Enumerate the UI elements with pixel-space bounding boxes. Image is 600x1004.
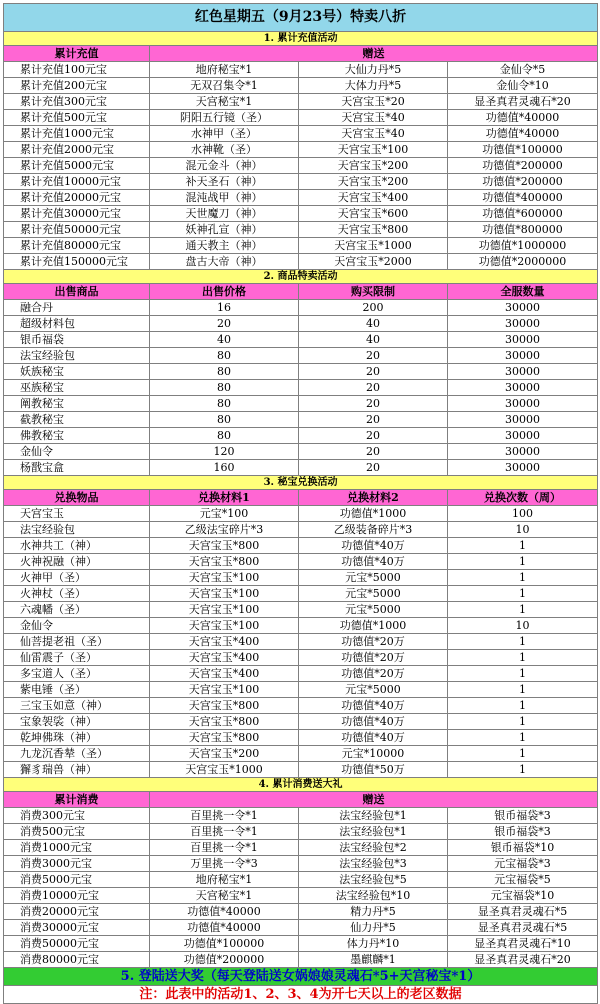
- table-row: [4, 332, 598, 348]
- table-cell: 功德值*40000: [150, 920, 299, 936]
- table-cell: 元宝福袋*3: [448, 856, 598, 872]
- section-2-rows: [4, 300, 598, 476]
- table-cell: 消费30000元宝: [4, 920, 150, 936]
- table-cell: 火神甲（圣）: [4, 570, 150, 586]
- table-cell: 水神甲（圣）: [150, 126, 299, 142]
- table-cell: 累计充值2000元宝: [4, 142, 150, 158]
- table-cell: 天宫宝玉*100: [150, 570, 299, 586]
- table-cell: 消费10000元宝: [4, 888, 150, 904]
- table-cell: 墨麒麟*1: [299, 952, 448, 968]
- table-cell: 天宫宝玉*400: [150, 666, 299, 682]
- column-header: 出售价格: [150, 284, 299, 300]
- table-cell: 天宫宝玉*100: [150, 586, 299, 602]
- table-row: [4, 762, 598, 778]
- table-row: [4, 62, 598, 78]
- table-cell: 功德值*20万: [299, 650, 448, 666]
- column-header: 赠送: [150, 46, 598, 62]
- table-row: [4, 840, 598, 856]
- table-cell: 消费80000元宝: [4, 952, 150, 968]
- table-row: [4, 808, 598, 824]
- table-cell: 银币福袋*10: [448, 840, 598, 856]
- column-header: 兑换次数（周）: [448, 490, 598, 506]
- section-2-title: 2. 商品特卖活动: [4, 270, 598, 284]
- table-cell: 30000: [448, 396, 598, 412]
- table-cell: 仙雷震子（圣）: [4, 650, 150, 666]
- table-cell: 1: [448, 634, 598, 650]
- table-cell: 天宫宝玉*2000: [299, 254, 448, 270]
- table-cell: 法宝经验包*1: [299, 808, 448, 824]
- column-header: 兑换材料2: [299, 490, 448, 506]
- table-cell: 消费3000元宝: [4, 856, 150, 872]
- table-cell: 显圣真君灵魂石*10: [448, 936, 598, 952]
- table-row: [4, 904, 598, 920]
- table-cell: 40: [299, 332, 448, 348]
- table-row: [4, 618, 598, 634]
- section-2-header: [4, 284, 598, 300]
- section-4-title: 4. 累计消费送大礼: [4, 778, 598, 792]
- table-row: [4, 222, 598, 238]
- table-cell: 法宝经验包*5: [299, 872, 448, 888]
- table-row: [4, 730, 598, 746]
- table-cell: 功德值*40000: [150, 904, 299, 920]
- table-cell: 天宫宝玉*400: [150, 650, 299, 666]
- table-cell: 万里挑一令*3: [150, 856, 299, 872]
- table-cell: 金仙令: [4, 444, 150, 460]
- promo-sheet: [3, 3, 597, 1004]
- column-header: 累计消费: [4, 792, 150, 808]
- table-row: [4, 714, 598, 730]
- table-cell: 天宫宝玉*400: [150, 634, 299, 650]
- table-cell: 法宝经验包*10: [299, 888, 448, 904]
- table-cell: 天宫宝玉*800: [150, 538, 299, 554]
- table-cell: 显圣真君灵魂石*20: [448, 94, 598, 110]
- table-cell: 功德值*1000000: [448, 238, 598, 254]
- table-cell: 消费500元宝: [4, 824, 150, 840]
- section-1-rows: [4, 62, 598, 270]
- table-cell: 天宫宝玉*800: [150, 714, 299, 730]
- table-cell: 补天圣石（神）: [150, 174, 299, 190]
- table-cell: 1: [448, 746, 598, 762]
- table-cell: 累计充值150000元宝: [4, 254, 150, 270]
- table-row: [4, 666, 598, 682]
- section-3-header: [4, 490, 598, 506]
- table-cell: 乙级装备碎片*3: [299, 522, 448, 538]
- table-cell: 20: [299, 396, 448, 412]
- table-cell: 天宫宝玉*1000: [299, 238, 448, 254]
- table-cell: 功德值*50万: [299, 762, 448, 778]
- table-cell: 80: [150, 412, 299, 428]
- table-row: [4, 698, 598, 714]
- table-cell: 宝象袈裟（神）: [4, 714, 150, 730]
- table-cell: 巫族秘宝: [4, 380, 150, 396]
- table-cell: 元宝*5000: [299, 602, 448, 618]
- table-cell: 累计充值5000元宝: [4, 158, 150, 174]
- table-cell: 獬豸瑞兽（神）: [4, 762, 150, 778]
- section-1-header: [4, 46, 598, 62]
- table-cell: 功德值*40万: [299, 538, 448, 554]
- section-4-header: [4, 792, 598, 808]
- table-cell: 乾坤佛珠（神）: [4, 730, 150, 746]
- table-cell: 融合丹: [4, 300, 150, 316]
- table-cell: 银币福袋: [4, 332, 150, 348]
- table-cell: 功德值*200000: [150, 952, 299, 968]
- table-row: [4, 238, 598, 254]
- table-cell: 20: [299, 348, 448, 364]
- table-cell: 累计充值300元宝: [4, 94, 150, 110]
- table-row: [4, 856, 598, 872]
- table-cell: 功德值*2000000: [448, 254, 598, 270]
- table-cell: 1: [448, 714, 598, 730]
- table-cell: 30000: [448, 444, 598, 460]
- section-3-rows: [4, 506, 598, 778]
- table-cell: 功德值*200000: [448, 174, 598, 190]
- table-cell: 40: [150, 332, 299, 348]
- table-cell: 功德值*40万: [299, 554, 448, 570]
- table-cell: 1: [448, 570, 598, 586]
- table-row: [4, 254, 598, 270]
- table-cell: 功德值*100000: [448, 142, 598, 158]
- table-cell: 消费50000元宝: [4, 936, 150, 952]
- table-cell: 法宝经验包: [4, 348, 150, 364]
- table-cell: 天宫秘宝*1: [150, 94, 299, 110]
- table-cell: 功德值*40万: [299, 730, 448, 746]
- column-header: 全服数量: [448, 284, 598, 300]
- table-cell: 天宫秘宝*1: [150, 888, 299, 904]
- table-cell: 20: [150, 316, 299, 332]
- table-cell: 功德值*600000: [448, 206, 598, 222]
- table-cell: 天宫宝玉*200: [299, 158, 448, 174]
- table-cell: 天世魔刀（神）: [150, 206, 299, 222]
- table-cell: 百里挑一令*1: [150, 840, 299, 856]
- section-4-rows: [4, 808, 598, 968]
- table-cell: 1: [448, 666, 598, 682]
- table-cell: 显圣真君灵魂石*5: [448, 920, 598, 936]
- table-cell: 功德值*1000: [299, 618, 448, 634]
- table-cell: 截教秘宝: [4, 412, 150, 428]
- table-cell: 水神共工（神）: [4, 538, 150, 554]
- table-cell: 元宝*5000: [299, 586, 448, 602]
- promo-table: [3, 3, 598, 1004]
- table-cell: 80: [150, 428, 299, 444]
- table-cell: 消费20000元宝: [4, 904, 150, 920]
- table-cell: 杨戬宝盒: [4, 460, 150, 476]
- section-3-title: 3. 秘宝兑换活动: [4, 476, 598, 490]
- table-cell: 元宝福袋*10: [448, 888, 598, 904]
- table-cell: 10: [448, 618, 598, 634]
- table-cell: 100: [448, 506, 598, 522]
- table-cell: 累计充值1000元宝: [4, 126, 150, 142]
- table-cell: 10: [448, 522, 598, 538]
- table-cell: 体力丹*10: [299, 936, 448, 952]
- table-cell: 元宝*5000: [299, 682, 448, 698]
- table-cell: 功德值*100000: [150, 936, 299, 952]
- table-cell: 30000: [448, 364, 598, 380]
- table-cell: 1: [448, 698, 598, 714]
- table-cell: 阐教秘宝: [4, 396, 150, 412]
- table-row: [4, 142, 598, 158]
- table-cell: 累计充值10000元宝: [4, 174, 150, 190]
- table-cell: 30000: [448, 412, 598, 428]
- column-header: 兑换材料1: [150, 490, 299, 506]
- table-row: [4, 506, 598, 522]
- table-row: [4, 364, 598, 380]
- table-row: [4, 396, 598, 412]
- page-title: 红色星期五（9月23号）特卖八折: [4, 4, 598, 32]
- table-cell: 元宝*100: [150, 506, 299, 522]
- table-cell: 1: [448, 730, 598, 746]
- table-cell: 30000: [448, 460, 598, 476]
- table-cell: 30000: [448, 380, 598, 396]
- table-cell: 16: [150, 300, 299, 316]
- table-cell: 银币福袋*3: [448, 808, 598, 824]
- table-cell: 功德值*400000: [448, 190, 598, 206]
- table-cell: 天宫宝玉*800: [150, 730, 299, 746]
- table-cell: 法宝经验包*2: [299, 840, 448, 856]
- table-row: [4, 888, 598, 904]
- table-row: [4, 824, 598, 840]
- table-row: [4, 206, 598, 222]
- table-cell: 消费300元宝: [4, 808, 150, 824]
- table-cell: 累计充值50000元宝: [4, 222, 150, 238]
- table-row: [4, 174, 598, 190]
- table-row: [4, 348, 598, 364]
- table-cell: 功德值*800000: [448, 222, 598, 238]
- table-row: [4, 746, 598, 762]
- table-cell: 大仙力丹*5: [299, 62, 448, 78]
- table-cell: 功德值*40万: [299, 698, 448, 714]
- table-cell: 三宝玉如意（神）: [4, 698, 150, 714]
- table-cell: 累计充值80000元宝: [4, 238, 150, 254]
- table-cell: 30000: [448, 332, 598, 348]
- table-cell: 天宫宝玉*40: [299, 110, 448, 126]
- table-cell: 乙级法宝碎片*3: [150, 522, 299, 538]
- table-cell: 累计充值500元宝: [4, 110, 150, 126]
- column-header: 累计充值: [4, 46, 150, 62]
- table-cell: 天宫宝玉*100: [150, 618, 299, 634]
- table-cell: 元宝*10000: [299, 746, 448, 762]
- table-cell: 80: [150, 364, 299, 380]
- table-cell: 累计充值100元宝: [4, 62, 150, 78]
- table-cell: 20: [299, 428, 448, 444]
- table-row: [4, 428, 598, 444]
- table-cell: 法宝经验包*1: [299, 824, 448, 840]
- table-row: [4, 634, 598, 650]
- column-header: 出售商品: [4, 284, 150, 300]
- table-cell: 金仙令: [4, 618, 150, 634]
- table-row: [4, 650, 598, 666]
- table-cell: 天宫宝玉*100: [299, 142, 448, 158]
- table-cell: 地府秘宝*1: [150, 872, 299, 888]
- table-row: [4, 78, 598, 94]
- table-cell: 功德值*40000: [448, 126, 598, 142]
- table-cell: 六魂幡（圣）: [4, 602, 150, 618]
- login-reward-banner: 5. 登陆送大奖（每天登陆送女娲娘娘灵魂石*5+天宫秘宝*1）: [4, 968, 598, 986]
- table-cell: 紫电锤（圣）: [4, 682, 150, 698]
- table-cell: 1: [448, 762, 598, 778]
- table-cell: 地府秘宝*1: [150, 62, 299, 78]
- table-cell: 天宫宝玉*40: [299, 126, 448, 142]
- table-cell: 金仙令*5: [448, 62, 598, 78]
- table-cell: 天宫宝玉: [4, 506, 150, 522]
- table-cell: 混元金斗（神）: [150, 158, 299, 174]
- table-cell: 显圣真君灵魂石*20: [448, 952, 598, 968]
- table-cell: 20: [299, 412, 448, 428]
- table-cell: 1: [448, 554, 598, 570]
- table-cell: 元宝福袋*5: [448, 872, 598, 888]
- table-row: [4, 158, 598, 174]
- table-cell: 累计充值20000元宝: [4, 190, 150, 206]
- table-cell: 20: [299, 460, 448, 476]
- table-cell: 法宝经验包*3: [299, 856, 448, 872]
- table-row: [4, 586, 598, 602]
- footnote: 注：此表中的活动1、2、3、4为开七天以上的老区数据: [4, 986, 598, 1004]
- table-cell: 功德值*40万: [299, 714, 448, 730]
- table-row: [4, 94, 598, 110]
- column-header: 赠送: [150, 792, 598, 808]
- table-row: [4, 300, 598, 316]
- table-cell: 混沌战甲（神）: [150, 190, 299, 206]
- table-cell: 精力丹*5: [299, 904, 448, 920]
- column-header: 兑换物品: [4, 490, 150, 506]
- column-header: 购买限制: [299, 284, 448, 300]
- table-cell: 通天教主（神）: [150, 238, 299, 254]
- table-row: [4, 444, 598, 460]
- table-cell: 功德值*1000: [299, 506, 448, 522]
- section-1-title: 1. 累计充值活动: [4, 32, 598, 46]
- table-row: [4, 126, 598, 142]
- table-row: [4, 602, 598, 618]
- table-cell: 1: [448, 682, 598, 698]
- table-cell: 1: [448, 538, 598, 554]
- table-cell: 天宫宝玉*800: [150, 698, 299, 714]
- table-cell: 30000: [448, 300, 598, 316]
- table-cell: 30000: [448, 316, 598, 332]
- table-row: [4, 316, 598, 332]
- table-row: [4, 538, 598, 554]
- table-row: [4, 554, 598, 570]
- table-cell: 百里挑一令*1: [150, 808, 299, 824]
- table-cell: 1: [448, 602, 598, 618]
- table-cell: 法宝经验包: [4, 522, 150, 538]
- table-cell: 40: [299, 316, 448, 332]
- table-cell: 80: [150, 380, 299, 396]
- table-cell: 20: [299, 444, 448, 460]
- table-cell: 消费5000元宝: [4, 872, 150, 888]
- table-cell: 无双召集令*1: [150, 78, 299, 94]
- table-cell: 银币福袋*3: [448, 824, 598, 840]
- table-cell: 仙力丹*5: [299, 920, 448, 936]
- table-cell: 多宝道人（圣）: [4, 666, 150, 682]
- table-cell: 水神靴（圣）: [150, 142, 299, 158]
- table-cell: 超级材料包: [4, 316, 150, 332]
- table-cell: 元宝*5000: [299, 570, 448, 586]
- table-row: [4, 570, 598, 586]
- table-cell: 天宫宝玉*100: [150, 682, 299, 698]
- table-cell: 累计充值200元宝: [4, 78, 150, 94]
- table-cell: 天宫宝玉*1000: [150, 762, 299, 778]
- table-cell: 200: [299, 300, 448, 316]
- table-cell: 160: [150, 460, 299, 476]
- table-cell: 火神杖（圣）: [4, 586, 150, 602]
- table-cell: 显圣真君灵魂石*5: [448, 904, 598, 920]
- table-row: [4, 952, 598, 968]
- table-row: [4, 412, 598, 428]
- table-row: [4, 872, 598, 888]
- table-row: [4, 936, 598, 952]
- table-cell: 天宫宝玉*200: [150, 746, 299, 762]
- table-row: [4, 522, 598, 538]
- table-cell: 妖族秘宝: [4, 364, 150, 380]
- table-cell: 功德值*20万: [299, 634, 448, 650]
- table-cell: 天宫宝玉*400: [299, 190, 448, 206]
- table-cell: 天宫宝玉*20: [299, 94, 448, 110]
- table-cell: 金仙令*10: [448, 78, 598, 94]
- table-cell: 佛教秘宝: [4, 428, 150, 444]
- table-cell: 120: [150, 444, 299, 460]
- table-cell: 天宫宝玉*800: [299, 222, 448, 238]
- table-cell: 天宫宝玉*200: [299, 174, 448, 190]
- table-cell: 功德值*200000: [448, 158, 598, 174]
- table-cell: 20: [299, 380, 448, 396]
- table-cell: 天宫宝玉*100: [150, 602, 299, 618]
- table-cell: 20: [299, 364, 448, 380]
- table-cell: 盘古大帝（神）: [150, 254, 299, 270]
- table-row: [4, 682, 598, 698]
- table-cell: 30000: [448, 428, 598, 444]
- table-cell: 1: [448, 650, 598, 666]
- table-cell: 功德值*20万: [299, 666, 448, 682]
- table-cell: 30000: [448, 348, 598, 364]
- table-row: [4, 380, 598, 396]
- table-row: [4, 110, 598, 126]
- table-row: [4, 460, 598, 476]
- table-cell: 消费1000元宝: [4, 840, 150, 856]
- table-cell: 天宫宝玉*600: [299, 206, 448, 222]
- table-cell: 天宫宝玉*800: [150, 554, 299, 570]
- table-cell: 百里挑一令*1: [150, 824, 299, 840]
- table-cell: 80: [150, 348, 299, 364]
- table-cell: 大体力丹*5: [299, 78, 448, 94]
- table-cell: 功德值*40000: [448, 110, 598, 126]
- table-cell: 累计充值30000元宝: [4, 206, 150, 222]
- table-cell: 阴阳五行镜（圣）: [150, 110, 299, 126]
- table-cell: 80: [150, 396, 299, 412]
- table-cell: 仙菩提老祖（圣）: [4, 634, 150, 650]
- table-row: [4, 190, 598, 206]
- table-cell: 妖神孔宣（神）: [150, 222, 299, 238]
- table-cell: 九龙沉香辇（圣）: [4, 746, 150, 762]
- table-cell: 火神祝融（神）: [4, 554, 150, 570]
- table-cell: 1: [448, 586, 598, 602]
